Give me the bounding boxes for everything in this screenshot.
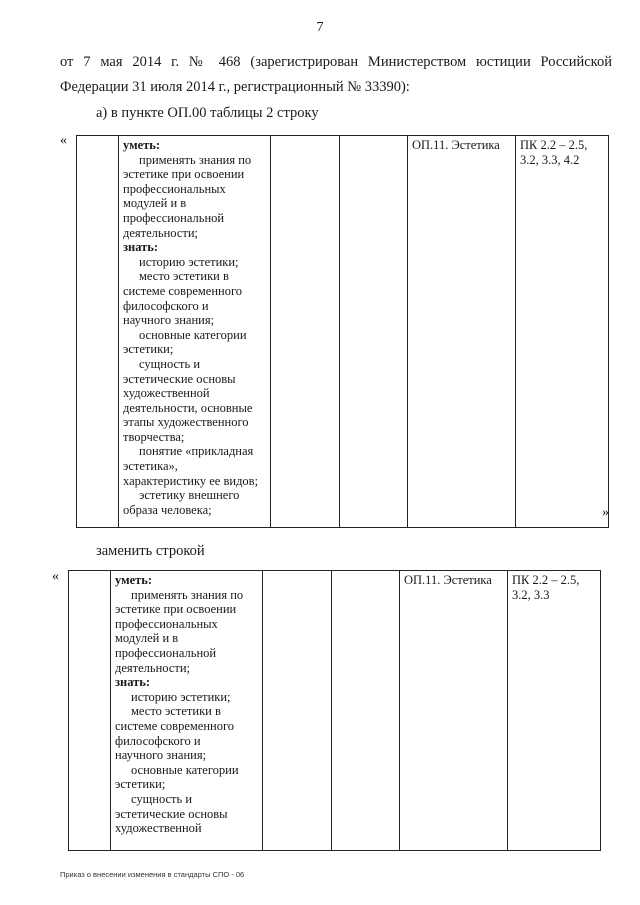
skills-line: историю эстетики;	[139, 254, 239, 269]
skills-line: эстетические основы	[123, 371, 236, 386]
empty-cell	[271, 136, 340, 528]
skills-line: модулей и в	[115, 631, 179, 646]
replace-with-text: заменить строкой	[96, 543, 205, 559]
skills-line: деятельности;	[115, 660, 191, 675]
skills-line: применять знания по	[131, 587, 244, 602]
amendment-a-text: а) в пункте ОП.00 таблицы 2 строку	[96, 105, 319, 121]
skills-line: профессиональной	[123, 210, 225, 225]
discipline-cell: ОП.11. Эстетика	[400, 571, 508, 851]
skills-line: применять знания по	[139, 152, 252, 167]
skills-line: образа человека;	[123, 502, 212, 517]
skills-line: знать:	[115, 675, 151, 690]
skills-line: сущность и	[131, 791, 193, 806]
skills-line: философского и	[123, 298, 209, 313]
table-original-row	[76, 135, 609, 528]
discipline-cell: ОП.11. Эстетика	[408, 136, 516, 528]
skills-line: характеристику ее видов;	[123, 473, 259, 488]
skills-line: художественной	[115, 821, 202, 836]
skills-line: основные категории	[131, 762, 239, 777]
skills-line: основные категории	[139, 327, 247, 342]
empty-cell	[340, 136, 408, 528]
skills-line: понятие «прикладная	[139, 444, 254, 459]
skills-line: историю эстетики;	[131, 689, 231, 704]
skills-line: системе современного	[123, 283, 243, 298]
skills-line: эстетические основы	[115, 806, 228, 821]
skills-line: профессиональных	[115, 616, 218, 631]
skills-line: деятельности, основные	[123, 400, 253, 415]
footer-text: Приказ о внесении изменения в стандарты СПО - 06	[60, 870, 245, 879]
table-row	[69, 571, 601, 851]
skills-line: профессиональной	[115, 645, 217, 660]
skills-line: место эстетики в	[139, 269, 229, 284]
skills-line: научного знания;	[123, 313, 215, 328]
open-quote-1: «	[60, 133, 67, 148]
skills-line: научного знания;	[115, 748, 207, 763]
page-number: 7	[316, 20, 324, 35]
skills-cell	[111, 571, 263, 851]
skills-line: модулей и в	[123, 196, 187, 211]
skills-line: системе современного	[115, 718, 235, 733]
empty-cell	[263, 571, 332, 851]
open-quote-2: «	[52, 569, 59, 584]
skills-line: творчества;	[123, 429, 185, 444]
skills-line: эстетики;	[115, 777, 166, 792]
skills-cell	[119, 136, 271, 528]
skills-line: сущность и	[139, 356, 201, 371]
skills-line: эстетики;	[123, 342, 174, 357]
table-replacement-row	[68, 570, 601, 851]
empty-cell	[77, 136, 119, 528]
skills-line: философского и	[115, 733, 201, 748]
intro-line-2: Федерации 31 июля 2014 г., регистрационный № 33390):	[60, 79, 410, 95]
close-quote-1: »	[602, 505, 609, 520]
skills-line: уметь:	[123, 138, 161, 152]
empty-cell	[69, 571, 111, 851]
competencies-cell: ПК 2.2 – 2.5, 3.2, 3.3	[508, 571, 601, 851]
skills-line: эстетике при освоении	[123, 167, 245, 182]
skills-line: эстетика»,	[123, 459, 178, 474]
skills-line: профессиональных	[123, 181, 226, 196]
skills-line: деятельности;	[123, 225, 199, 240]
skills-line: эстетику внешнего	[139, 488, 240, 503]
skills-line: художественной	[123, 386, 210, 401]
skills-line: место эстетики в	[131, 704, 221, 719]
skills-line: эстетике при освоении	[115, 602, 237, 617]
skills-line: этапы художественного	[123, 415, 249, 430]
skills-line: знать:	[123, 240, 159, 255]
intro-line-1: от 7 мая 2014 г. № 468 (зарегистрирован Министерством юстиции Российской	[60, 54, 612, 70]
skills-line: уметь:	[115, 573, 153, 587]
competencies-cell: ПК 2.2 – 2.5, 3.2, 3.3, 4.2	[516, 136, 609, 528]
empty-cell	[332, 571, 400, 851]
table-row	[77, 136, 609, 528]
